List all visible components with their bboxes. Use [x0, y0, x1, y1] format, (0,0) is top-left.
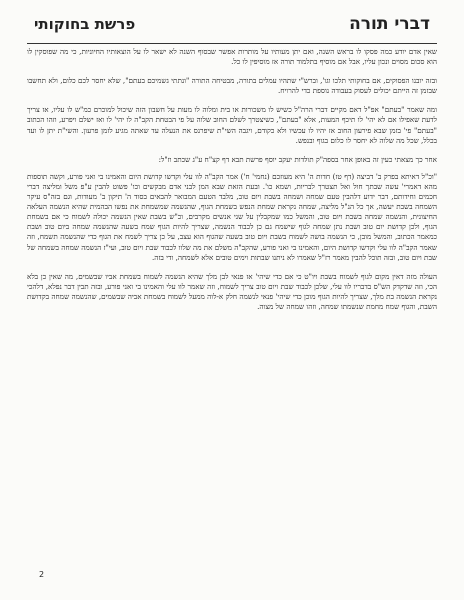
paragraph-1: שאין אדם יודע כמה פסקו לו בראש השנה, ואם יתן מעותיו על מותרות אפשר שבסוף השנה לא ישאר לו על הוצאותיו החיוניות, כי מה שפוסקין לו הוא סכום מסוים ונכון עליו, אבל אם מוסיף בתלמוד תורה אז מוסיפין לו כל.: [27, 47, 437, 67]
paragraph-4: אחר כך מצאתי כעין זה באופן אחר בספה"ק תולדות יעקב יוסף פרשת תבא דף קצ"ח ע"ג שכתב וז"ל:: [158, 154, 437, 164]
paragraph-5: "וכ"ל דאיתא בפרק ב' דביצה (דף טז) חדות ה' היא מעוזכם (נחמי' ח') אמר הקב"ה לוו עלי וקדשו קדושת היום והאמינו בי ואני פורע, וקשה תוספות מהא דאמרי' עשה שבתך חול ואל תצטרך לבריות, ושמא כו'. ובעת הזאת שבא המן לבני אדם מבקשים וכו' פשוט להבין ע"פ משל ומליצה דברי חכמים וחידותם, דבר ידוע דלהבין טעם שמחה ושמחה בשבת ויום טוב, מלבד הטעם המבואר להבאים בסוד ה' תיקון ב' מעודות, וגם בזה"ס עיקר השמחה בשבת יעשה, אך כל הנ"ל מליצה, שמחה נקראת שמחת הנפש בשמחת הגוף, שהנשמה שמשמחת את נפשו הבהמית שהיא הנשמה העלאה החיצונית, והנשמה שמחה בשבת ויום טוב, והמשל כמו שמקבלין על שני אנשים מקרבים, וכ"ש בשבת שאין הנשמה יכולה לשמוח כי אם בשמחת הגוף, ולכן קדושת יום טוב ושבת נתן שמחה לגוף שישמח גם כן לכבוד הנשמה, שצריך להיות הגוף שמח בשעה שהנשמה שמחה ביום טוב ושבת כמאמר הכתוב, והמשל מובן, כי הנשמה בושה לשמוח בשבת ויום טוב בשעה שהגוף הוא עצב, על כן צריך לשמח את הגוף כדי שהנשמה תשמח, וזה שאמר הקב"ה לוו עלי וקדשו קדושת היום, והאמינו בי ואני פורע, שהקב"ה משלם את מה שלוו לכבוד שבת ויום טוב, ועי"ז הנשמה שמחה בשמחה של שבת ויום טוב, ובזה תוכל להבין מאמר רז"ל שאמרו לא ניתנו שבתות וימים טובים אלא לשמחה, ודי בזה.: [27, 171, 437, 262]
page-title: דברי תורה: [349, 14, 430, 34]
paragraph-3: ומה שאמר "בעתם" אפ"ל דאם מקיים דברי הרה"ל כשיש לו משכורות או בית ומלוה לו מעות על חשבון הזה שיכול למוכרם כמ"ש לו עליו, אז צריך לדעת שאפילו אם לא יהי' לו תיכף המעות, אלא "בעתם", כשיצטרך לשלם החוב שלוה על פי הבטחת הקב"ה לו יהי' לו ואז ישלם ויפרע, וזהו הכתוב "בעתם" פי' בזמן שבא פירעון החוב אז יהיו לו עכשיו ולא כקודם, ויגבה השי"ת שיפרנס את הנעלה עד שאתה מגיע לזמן פרעון. והשי"ת יתן לו ועד בכלל, שכל מה שלוה לא יחסר לו כלום בגוף ובנפש.: [27, 105, 437, 145]
paragraph-2: ובזה יובנו הפסוקים, אם בחוקותי תלכו וגו', וברש"י שתהיו עמלים בתורה, מבטיחה התורה "ונתתי גשמיכם בעתם", שלא יחסר לכם כלום, ולא תחשבו שבזמן זה הייתם יכולים לעסוק בעבודה נוספת כדי להרויח.: [27, 76, 437, 96]
parsha-title: פרשת בחוקותי: [34, 15, 136, 33]
page-header: [27, 14, 437, 40]
page-number: 2: [39, 570, 45, 579]
paragraph-6: העולה מזה דאין מקום לגוף לשמוח בשבת ויו"ט כי אם כדי שיהי' אז פנאי לבן מלך שהיא הנשמה לשמוח בשמחת אביו שבשמים, מה שאין כן בלא הכי, וזה שדקדק הש"ס בדבריו לוו עלי, שלכן לכבוד שבת ויום טוב צריך לשמוח, וזה שאמר לוו עלי והאמינו בי ואני פורע, ובזה תבין דבר נפלא, דלהכי נקראת הנשמה בת מלך, שצריך להיות הגוף מוכן כדי שיהי' פנאי לנשמה חלק א-לוה ממעל לשמוח בשמחת אביה שבשמים, שהנשמה שמחה בקדושת השבת, והגוף שמח מחמת שנשמתו שמחה, וזהו שמחה של מצוה.: [27, 271, 437, 311]
header-divider: [27, 43, 437, 44]
